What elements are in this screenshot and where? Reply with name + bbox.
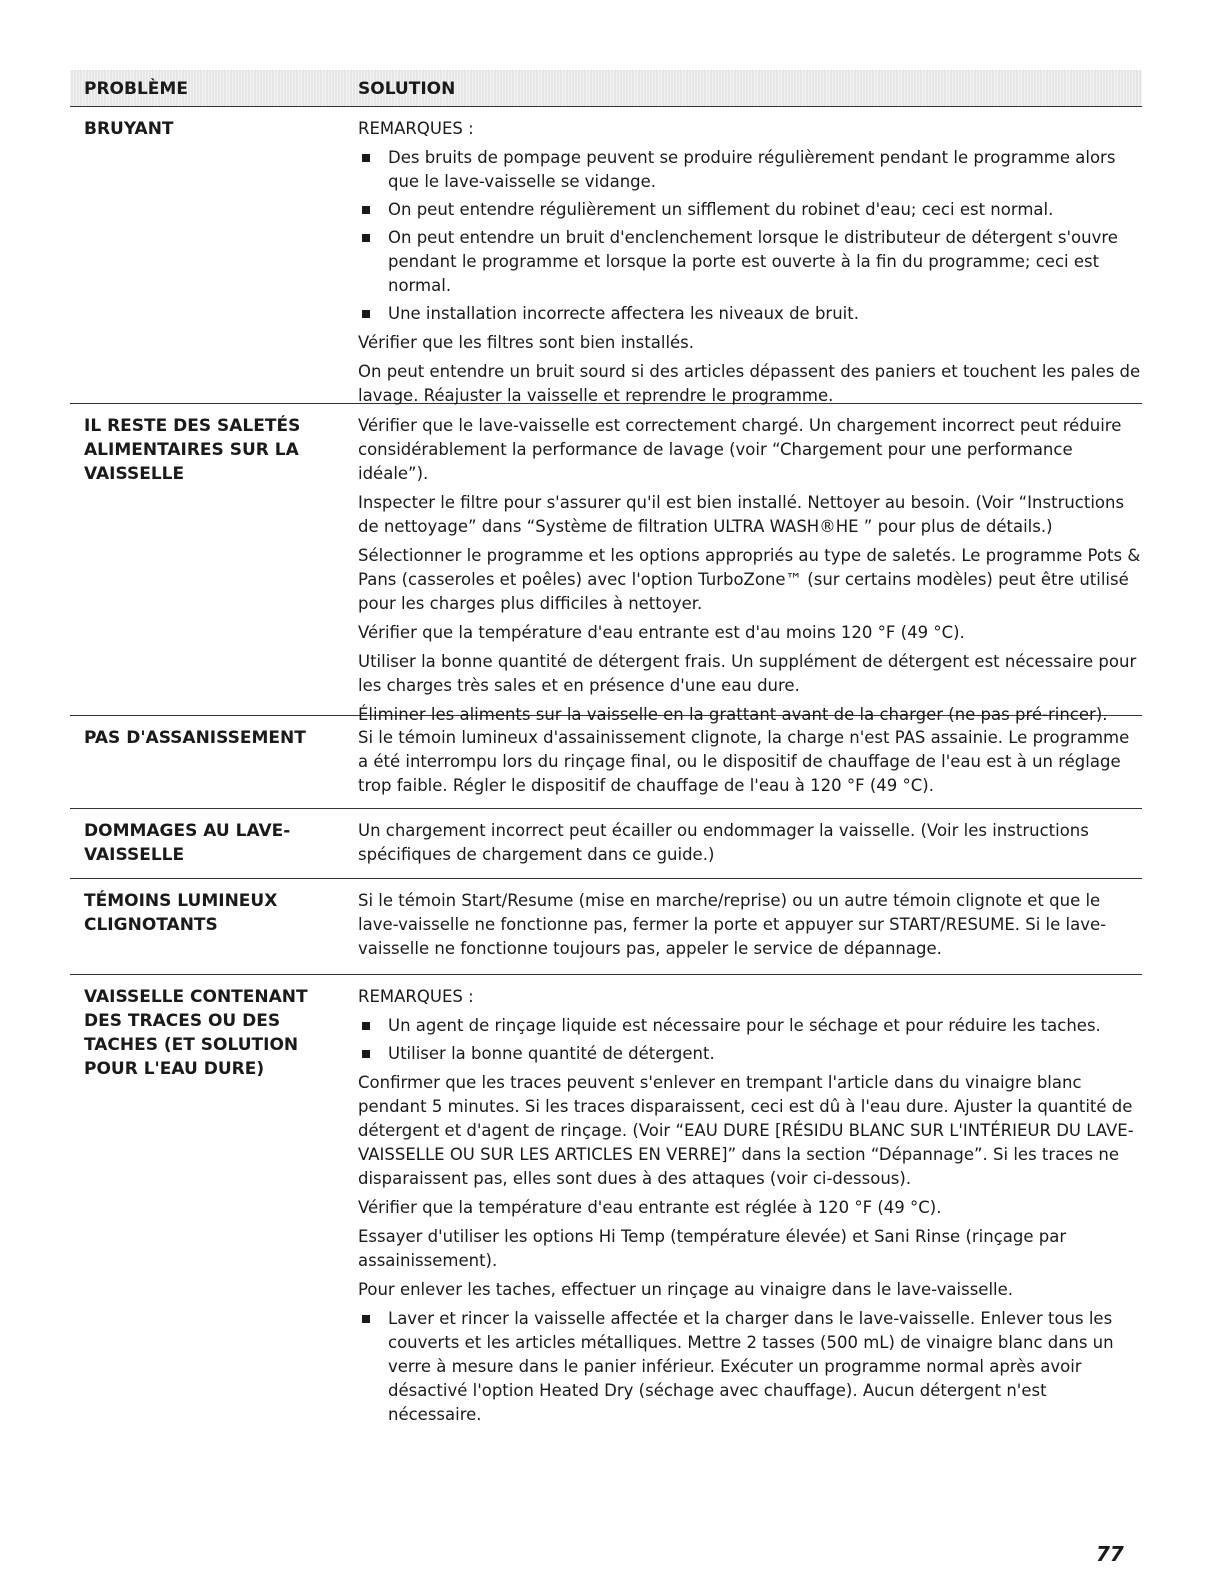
solution-paragraph: Vérifier que la température d'eau entrante est réglée à 120 °F (49 °C). [358,1198,942,1217]
solution-paragraph: Sélectionner le programme et les options appropriés au type de saletés. Le programme Pots & Pans (casseroles et poêles) avec l'option TurboZone™ (sur certains modèles) peut être utilisé pour les charges plus difficiles à nettoyer. [358,546,1141,613]
remarques-label: REMARQUES : [358,119,474,138]
table-row [70,404,1142,724]
solution-paragraph: Vérifier que le lave-vaisselle est correctement chargé. Un chargement incorrect peut réduire considérablement la performance de lavage (voir “Chargement pour une performance idéale”). [358,416,1122,483]
list-item: Laver et rincer la vaisselle affectée et la charger dans le lave-vaisselle. Enlever tous les couverts et les articles métalliques. Mettre 2 tasses (500 mL) de vinaigre blanc dans un verre à mesure dans le panier inférieur. Exécuter un programme normal après avoir désactivé l'option Heated Dry (séchage avec chauffage). Aucun détergent n'est nécessaire. [358,1307,1142,1427]
bullet-icon [362,206,370,214]
table-row [70,879,1142,975]
bullet-list [358,1307,1142,1427]
solution-cell [358,975,1142,1441]
solution-paragraph: Un chargement incorrect peut écailler ou endommager la vaisselle. (Voir les instructions spécifiques de chargement dans ce guide.) [358,821,1089,864]
solution-paragraph: Vérifier que la température d'eau entrante est d'au moins 120 °F (49 °C). [358,623,965,642]
solution-paragraph: Inspecter le filtre pour s'assurer qu'il est bien installé. Nettoyer au besoin. (Voir “Instructions de nettoyage” dans “Système de filtration ULTRA WASH®HE ” pour plus de détails.) [358,493,1125,536]
solution-cell [358,809,1142,878]
solution-paragraph: Essayer d'utiliser les options Hi Temp (température élevée) et Sani Rinse (rinçage par assainissement). [358,1227,1067,1270]
bullet-icon [362,310,370,318]
list-item: Une installation incorrecte affectera les niveaux de bruit. [358,302,1142,326]
solution-paragraph: Pour enlever les taches, effectuer un rinçage au vinaigre dans le lave-vaisselle. [358,1280,1014,1299]
table-row [70,716,1142,809]
table-row [70,809,1142,879]
solution-paragraph: Si le témoin lumineux d'assainissement clignote, la charge n'est PAS assainie. Le programme a été interrompu lors du rinçage final, ou le dispositif de chauffage de l'eau est à un réglage trop faible. Régler le dispositif de chauffage de l'eau à 120 °F (49 °C). [358,728,1130,795]
solution-cell [358,107,1142,403]
bullet-icon [362,1315,370,1323]
bullet-icon [362,1050,370,1058]
list-item: Un agent de rinçage liquide est nécessaire pour le séchage et pour réduire les taches. [358,1014,1142,1038]
solution-paragraph: Si le témoin Start/Resume (mise en marche/reprise) ou un autre témoin clignote et que le lave-vaisselle ne fonctionne pas, fermer la porte et appuyer sur START/RESUME. Si le lave-vaisselle ne fonctionne toujours pas, appeler le service de dépannage. [358,891,1107,958]
problem-cell: PAS D'ASSANISSEMENT [84,728,306,748]
problem-cell: TÉMOINS LUMINEUX CLIGNOTANTS [84,891,278,935]
list-item: On peut entendre un bruit d'enclenchement lorsque le distributeur de détergent s'ouvre pendant le programme et lorsque la porte est ouverte à la fin du programme; ceci est normal. [358,226,1142,298]
solution-paragraph: Vérifier que les filtres sont bien installés. [358,333,695,352]
header-problem: PROBLÈME [84,79,188,99]
solution-cell [358,716,1142,808]
solution-cell [358,879,1142,974]
solution-paragraph: Confirmer que les traces peuvent s'enlever en trempant l'article dans du vinaigre blanc pendant 5 minutes. Si les traces disparaissent, ceci est dû à l'eau dure. Ajuster la quantité de détergent et d'agent de rinçage. (Voir “EAU DURE [RÉSIDU BLANC SUR L'INTÉRIEUR DU LAVE-VAISSELLE OU SUR LES ARTICLES EN VERRE]” dans la section “Dépannage”. Si les traces ne disparaissent pas, elles sont dues à des attaques (voir ci-dessous). [358,1073,1134,1188]
problem-cell: BRUYANT [84,119,174,139]
solution-paragraph: Utiliser la bonne quantité de détergent frais. Un supplément de détergent est nécessaire pour les charges très sales et en présence d'une eau dure. [358,652,1137,695]
troubleshooting-table [70,70,1142,1441]
list-item: Des bruits de pompage peuvent se produire régulièrement pendant le programme alors que le lave-vaisselle se vidange. [358,146,1142,194]
bullet-icon [362,1022,370,1030]
bullet-list [358,1014,1142,1066]
bullet-icon [362,154,370,162]
solution-paragraph: Éliminer les aliments sur la vaisselle en la grattant avant de la charger (ne pas pré-rincer). [358,705,1108,724]
bullet-icon [362,234,370,242]
table-row [70,107,1142,404]
solution-cell [358,404,1142,724]
list-item: On peut entendre régulièrement un sifflement du robinet d'eau; ceci est normal. [358,198,1142,222]
page-number: 77 [1096,1542,1124,1566]
table-header [70,70,1142,107]
problem-cell: DOMMAGES AU LAVE- VAISSELLE [84,821,291,865]
bullet-list [358,146,1142,326]
header-solution: SOLUTION [358,79,456,99]
problem-cell: VAISSELLE CONTENANT DES TRACES OU DES TACHES (ET SOLUTION POUR L'EAU DURE) [84,987,308,1079]
list-item: Utiliser la bonne quantité de détergent. [358,1042,1142,1066]
table-row [70,975,1142,1441]
solution-paragraph: On peut entendre un bruit sourd si des articles dépassent des paniers et touchent les pales de lavage. Réajuster la vaisselle et reprendre le programme. [358,362,1141,405]
remarques-label: REMARQUES : [358,987,474,1006]
problem-cell: IL RESTE DES SALETÉS ALIMENTAIRES SUR LA VAISSELLE [84,416,301,484]
